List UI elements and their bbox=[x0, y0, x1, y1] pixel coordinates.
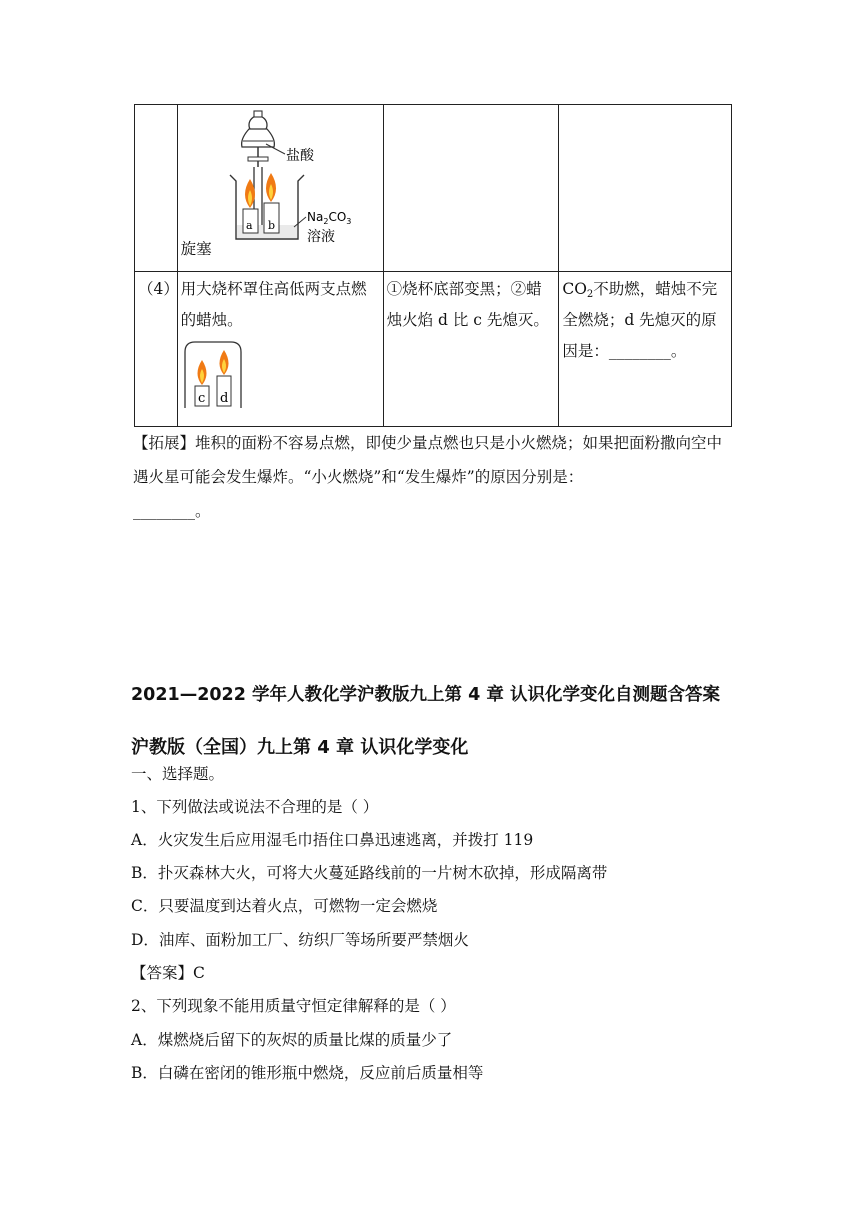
question-1-option-c: C．只要温度到达着火点，可燃物一定会燃烧 bbox=[131, 897, 438, 915]
table-cell-procedure bbox=[177, 272, 383, 427]
table-cell-phenomenon: ①烧杯底部变黑；②蜡烛火焰 d 比 c 先熄灭。 bbox=[383, 272, 559, 427]
label-solution: 溶液 bbox=[306, 229, 335, 245]
question-2-option-a: A．煤燃烧后留下的灰烬的质量比煤的质量少了 bbox=[131, 1031, 453, 1049]
question-1-option-b: B．扑灭森林大火，可将大火蔓延路线前的一片树木砍掉，形成隔离带 bbox=[131, 864, 608, 882]
table-row bbox=[135, 272, 732, 427]
table-cell-conclusion: $CO_2$不助燃，蜡烛不完全燃烧；d 先熄灭的原因是：________。 bbox=[559, 272, 732, 427]
table-cell-number: （4） bbox=[135, 272, 178, 427]
section-heading: 一、选择题。 bbox=[131, 765, 225, 783]
candle-c-label: c bbox=[197, 391, 205, 406]
question-1-stem: 1、下列做法或说法不合理的是（ ） bbox=[131, 798, 379, 816]
question-2-option-b: B．白磷在密闭的锥形瓶中燃烧，反应前后质量相等 bbox=[131, 1064, 484, 1082]
caption-stopcock: 旋塞 bbox=[180, 240, 212, 258]
table-row bbox=[135, 105, 732, 272]
extension-paragraph: 【拓展】堆积的面粉不容易点燃，即使少量点燃也只是小火燃烧；如果把面粉撒向空中遇火星可能会发生爆炸。“小火燃烧”和“发生爆炸”的原因分别是： ________。 bbox=[133, 434, 723, 520]
label-hcl: 盐酸 bbox=[285, 148, 314, 164]
question-2-stem: 2、下列现象不能用质量守恒定律解释的是（ ） bbox=[131, 997, 456, 1015]
table-cell-conclusion-empty bbox=[559, 105, 732, 272]
experiment-table bbox=[134, 104, 732, 427]
candle-d-label: d bbox=[219, 391, 228, 406]
question-1-option-d: D．油库、面粉加工厂、纺织厂等场所要严禁烟火 bbox=[131, 931, 469, 949]
candle-a-label: a bbox=[245, 219, 253, 232]
label-na2co3: $Na_2CO_3$ bbox=[306, 210, 351, 226]
page-title: 2021—2022 学年人教化学沪教版九上第 4 章 认识化学变化自测题含答案 bbox=[131, 685, 720, 705]
beaker-candles-diagram bbox=[181, 338, 245, 410]
question-1-option-a: A．火灾发生后应用湿毛巾捂住口鼻迅速逃离，并拨打 119 bbox=[131, 831, 534, 849]
table-cell-number bbox=[135, 105, 178, 272]
table-cell-apparatus bbox=[177, 105, 383, 272]
table-cell-phenomenon-empty bbox=[383, 105, 559, 272]
question-1-answer: 【答案】C bbox=[131, 964, 205, 982]
procedure-text: 用大烧杯罩住高低两支点燃的蜡烛。 bbox=[180, 280, 367, 329]
page-subtitle: 沪教版（全国）九上第 4 章 认识化学变化 bbox=[131, 737, 469, 758]
candle-b-label: b bbox=[267, 219, 275, 232]
